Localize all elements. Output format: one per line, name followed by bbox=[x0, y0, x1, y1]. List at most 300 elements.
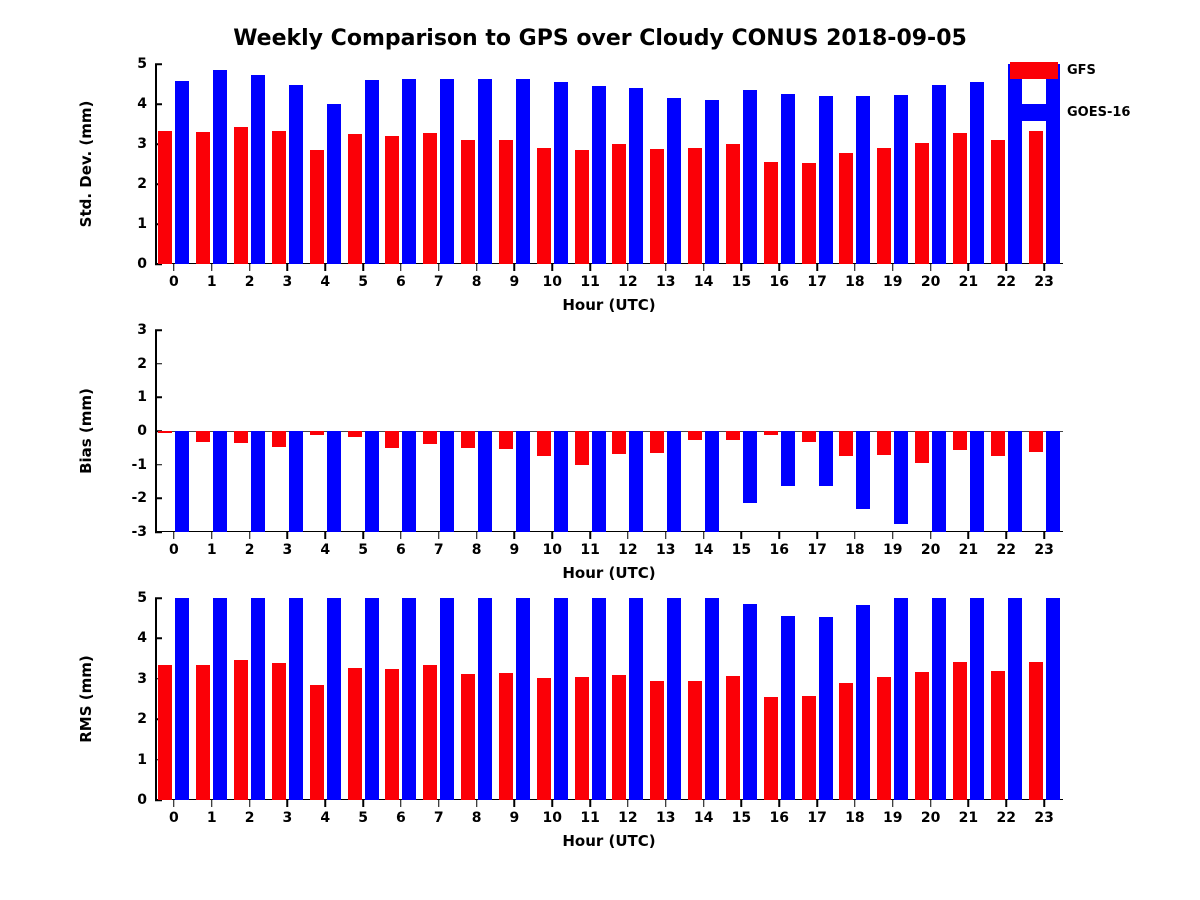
x-tick-mark bbox=[400, 532, 402, 539]
bar-std-dev-goes-16-11 bbox=[592, 86, 606, 264]
bar-std-dev-gfs-4 bbox=[310, 150, 324, 264]
x-tick-label: 22 bbox=[996, 542, 1016, 558]
bar-rms-goes-16-15 bbox=[743, 604, 757, 800]
x-tick-label: 18 bbox=[845, 810, 865, 826]
legend bbox=[1010, 62, 1190, 122]
x-tick-mark bbox=[892, 800, 894, 807]
bar-std-dev-gfs-8 bbox=[461, 140, 475, 264]
y-tick-mark bbox=[155, 397, 162, 399]
legend-label: GOES-16 bbox=[1067, 105, 1131, 120]
bar-std-dev-gfs-6 bbox=[385, 136, 399, 264]
x-tick-mark bbox=[703, 264, 705, 271]
x-tick-label: 2 bbox=[244, 810, 255, 826]
x-tick-label: 11 bbox=[580, 542, 600, 558]
x-tick-label: 19 bbox=[883, 810, 903, 826]
bar-std-dev-gfs-20 bbox=[915, 143, 929, 264]
x-tick-mark bbox=[741, 264, 743, 271]
x-tick-label: 20 bbox=[920, 810, 941, 826]
x-tick-label: 6 bbox=[396, 542, 406, 558]
bar-bias-goes-16-11 bbox=[592, 431, 606, 532]
bar-rms-goes-16-16 bbox=[781, 616, 795, 800]
y-tick-label: 2 bbox=[137, 711, 147, 728]
bar-bias-goes-16-8 bbox=[478, 431, 492, 532]
x-tick-label: 16 bbox=[769, 542, 789, 558]
x-tick-mark bbox=[930, 532, 932, 539]
bar-rms-gfs-15 bbox=[726, 676, 740, 800]
y-tick-mark bbox=[155, 678, 162, 680]
bar-rms-goes-16-19 bbox=[894, 598, 908, 800]
bar-rms-gfs-8 bbox=[461, 674, 475, 800]
bar-rms-gfs-9 bbox=[499, 673, 513, 800]
bar-std-dev-goes-16-13 bbox=[667, 98, 681, 264]
x-tick-label: 19 bbox=[883, 542, 903, 558]
x-tick-label: 20 bbox=[920, 542, 941, 558]
x-tick-mark bbox=[325, 532, 327, 539]
y-tick-label: 5 bbox=[137, 56, 147, 72]
bar-bias-goes-16-6 bbox=[402, 431, 416, 532]
bar-std-dev-goes-16-18 bbox=[856, 96, 870, 264]
x-tick-mark bbox=[589, 800, 591, 807]
bar-rms-goes-16-11 bbox=[592, 598, 606, 800]
x-tick-mark bbox=[249, 532, 251, 539]
x-tick-mark bbox=[816, 800, 818, 807]
bar-std-dev-gfs-7 bbox=[423, 133, 437, 264]
x-tick-mark bbox=[930, 264, 932, 271]
y-tick-mark bbox=[155, 430, 162, 432]
x-tick-label: 14 bbox=[693, 274, 714, 290]
x-tick-mark bbox=[779, 264, 781, 271]
x-tick-label: 21 bbox=[958, 542, 979, 558]
y-axis-line bbox=[155, 598, 157, 800]
x-tick-mark bbox=[211, 264, 213, 271]
y-tick-mark bbox=[155, 183, 162, 185]
bar-bias-gfs-10 bbox=[537, 431, 551, 456]
bar-rms-gfs-4 bbox=[310, 685, 324, 800]
x-tick-mark bbox=[665, 264, 667, 271]
x-tick-mark bbox=[816, 264, 818, 271]
bar-bias-goes-16-4 bbox=[327, 431, 341, 532]
x-tick-label: 13 bbox=[656, 810, 676, 826]
x-tick-label: 15 bbox=[731, 810, 752, 826]
x-tick-label: 12 bbox=[618, 810, 638, 826]
bar-std-dev-goes-16-7 bbox=[440, 79, 454, 264]
bar-std-dev-goes-16-17 bbox=[819, 96, 833, 264]
x-tick-mark bbox=[249, 264, 251, 271]
y-tick-mark bbox=[155, 103, 162, 105]
bar-bias-goes-16-9 bbox=[516, 431, 530, 532]
x-tick-mark bbox=[287, 532, 289, 539]
bar-std-dev-gfs-11 bbox=[575, 150, 589, 264]
bar-bias-gfs-13 bbox=[650, 431, 664, 453]
bar-rms-gfs-16 bbox=[764, 697, 778, 800]
x-tick-label: 21 bbox=[958, 274, 979, 290]
bar-bias-goes-16-5 bbox=[365, 431, 379, 532]
bar-rms-gfs-6 bbox=[385, 669, 399, 800]
x-tick-label: 9 bbox=[509, 274, 520, 290]
x-tick-mark bbox=[249, 800, 251, 807]
x-tick-label: 5 bbox=[358, 810, 368, 826]
bar-bias-goes-16-18 bbox=[856, 431, 870, 509]
bar-bias-gfs-4 bbox=[310, 431, 324, 435]
y-tick-label: 4 bbox=[137, 630, 147, 647]
bar-std-dev-goes-16-21 bbox=[970, 82, 984, 264]
x-tick-label: 6 bbox=[396, 810, 406, 826]
x-tick-mark bbox=[665, 800, 667, 807]
bar-rms-goes-16-22 bbox=[1008, 598, 1022, 800]
y-axis-label: Std. Dev. (mm) bbox=[77, 100, 95, 228]
x-tick-label: 7 bbox=[433, 542, 444, 558]
x-tick-label: 4 bbox=[320, 810, 331, 826]
bar-std-dev-gfs-3 bbox=[272, 131, 286, 264]
bar-bias-goes-16-1 bbox=[213, 431, 227, 532]
bar-bias-gfs-12 bbox=[612, 431, 626, 454]
bar-rms-gfs-21 bbox=[953, 662, 967, 800]
y-tick-mark bbox=[155, 63, 162, 65]
bar-bias-gfs-20 bbox=[915, 431, 929, 463]
x-tick-mark bbox=[854, 532, 856, 539]
x-tick-label: 22 bbox=[996, 810, 1016, 826]
bar-std-dev-goes-16-6 bbox=[402, 79, 416, 264]
bar-rms-goes-16-14 bbox=[705, 598, 719, 800]
x-tick-label: 18 bbox=[845, 274, 865, 290]
bar-bias-goes-16-15 bbox=[743, 431, 757, 503]
bar-rms-gfs-14 bbox=[688, 681, 702, 800]
x-tick-label: 12 bbox=[618, 274, 638, 290]
bar-rms-goes-16-3 bbox=[289, 598, 303, 800]
x-tick-mark bbox=[287, 800, 289, 807]
y-tick-label: -2 bbox=[131, 490, 147, 507]
bar-rms-gfs-12 bbox=[612, 675, 626, 800]
x-tick-mark bbox=[173, 532, 175, 539]
bar-bias-gfs-3 bbox=[272, 431, 286, 447]
y-tick-label: 0 bbox=[137, 423, 147, 439]
x-tick-mark bbox=[1006, 264, 1008, 271]
y-tick-mark bbox=[155, 718, 162, 720]
y-tick-mark bbox=[155, 498, 162, 500]
y-tick-label: 3 bbox=[137, 136, 147, 152]
bar-std-dev-goes-16-0 bbox=[175, 81, 189, 264]
x-tick-mark bbox=[362, 800, 364, 807]
y-tick-mark bbox=[155, 143, 162, 145]
x-tick-label: 3 bbox=[282, 810, 293, 826]
x-tick-label: 16 bbox=[769, 274, 789, 290]
bar-std-dev-gfs-12 bbox=[612, 144, 626, 264]
x-tick-label: 7 bbox=[433, 274, 444, 290]
bar-bias-gfs-22 bbox=[991, 431, 1005, 456]
x-tick-mark bbox=[211, 532, 213, 539]
x-tick-label: 11 bbox=[580, 274, 600, 290]
bar-rms-gfs-13 bbox=[650, 681, 664, 800]
x-tick-label: 4 bbox=[320, 542, 331, 558]
legend-swatch-icon bbox=[1010, 104, 1058, 121]
plot-area-bias bbox=[131, 322, 1063, 540]
bar-bias-gfs-6 bbox=[385, 431, 399, 448]
x-axis-line bbox=[155, 799, 1063, 801]
x-tick-label: 8 bbox=[471, 810, 482, 826]
x-tick-mark bbox=[552, 264, 554, 271]
bar-rms-goes-16-4 bbox=[327, 598, 341, 800]
x-tick-label: 10 bbox=[542, 810, 562, 826]
bar-std-dev-gfs-9 bbox=[499, 140, 513, 264]
bar-std-dev-goes-16-19 bbox=[894, 95, 908, 264]
x-tick-label: 14 bbox=[693, 542, 714, 558]
y-tick-label: 0 bbox=[137, 256, 147, 272]
bar-bias-gfs-14 bbox=[688, 431, 702, 440]
x-tick-mark bbox=[514, 800, 516, 807]
x-tick-mark bbox=[400, 800, 402, 807]
bar-rms-gfs-7 bbox=[423, 665, 437, 800]
x-tick-mark bbox=[362, 532, 364, 539]
x-tick-mark bbox=[779, 532, 781, 539]
x-tick-mark bbox=[438, 800, 440, 807]
bar-rms-goes-16-13 bbox=[667, 598, 681, 800]
y-axis-label: RMS (mm) bbox=[77, 655, 95, 743]
x-tick-label: 8 bbox=[471, 274, 482, 290]
bar-bias-gfs-8 bbox=[461, 431, 475, 448]
x-tick-label: 19 bbox=[883, 274, 903, 290]
y-tick-mark bbox=[155, 531, 162, 533]
plot-area-std-dev bbox=[137, 56, 1063, 272]
x-tick-label: 10 bbox=[542, 274, 562, 290]
x-tick-mark bbox=[779, 800, 781, 807]
bar-std-dev-gfs-14 bbox=[688, 148, 702, 264]
bar-bias-gfs-9 bbox=[499, 431, 513, 449]
y-tick-label: 5 bbox=[137, 590, 147, 606]
bar-rms-goes-16-20 bbox=[932, 598, 946, 800]
plot-area-rms bbox=[137, 590, 1063, 808]
bar-rms-goes-16-18 bbox=[856, 605, 870, 800]
bar-std-dev-goes-16-10 bbox=[554, 82, 568, 264]
bar-bias-goes-16-20 bbox=[932, 431, 946, 532]
x-tick-label: 23 bbox=[1034, 810, 1054, 826]
x-axis-line bbox=[155, 263, 1063, 265]
bar-std-dev-goes-16-15 bbox=[743, 90, 757, 264]
bar-rms-gfs-17 bbox=[802, 696, 816, 800]
bar-rms-gfs-20 bbox=[915, 672, 929, 800]
x-tick-mark bbox=[589, 532, 591, 539]
bar-rms-goes-16-5 bbox=[365, 598, 379, 800]
x-tick-mark bbox=[968, 800, 970, 807]
x-tick-label: 16 bbox=[769, 810, 789, 826]
bar-std-dev-gfs-15 bbox=[726, 144, 740, 264]
x-tick-mark bbox=[514, 532, 516, 539]
x-axis-line bbox=[155, 531, 1063, 533]
x-tick-mark bbox=[1043, 800, 1045, 807]
bar-bias-goes-16-16 bbox=[781, 431, 795, 486]
x-tick-label: 3 bbox=[282, 542, 293, 558]
bar-std-dev-goes-16-20 bbox=[932, 85, 946, 264]
x-tick-mark bbox=[514, 264, 516, 271]
bar-bias-gfs-1 bbox=[196, 431, 210, 442]
bar-bias-gfs-16 bbox=[764, 431, 778, 435]
x-tick-label: 1 bbox=[206, 274, 217, 290]
x-tick-mark bbox=[552, 800, 554, 807]
bar-std-dev-goes-16-9 bbox=[516, 79, 530, 264]
x-tick-mark bbox=[627, 800, 629, 807]
x-tick-label: 17 bbox=[807, 810, 827, 826]
x-tick-label: 5 bbox=[358, 274, 368, 290]
x-tick-label: 15 bbox=[731, 542, 752, 558]
bar-bias-gfs-2 bbox=[234, 431, 248, 443]
bar-std-dev-gfs-0 bbox=[158, 131, 172, 264]
x-tick-mark bbox=[703, 532, 705, 539]
bar-rms-goes-16-2 bbox=[251, 598, 265, 800]
bar-rms-goes-16-17 bbox=[819, 617, 833, 800]
bar-bias-gfs-11 bbox=[575, 431, 589, 465]
x-tick-label: 11 bbox=[580, 810, 600, 826]
bar-rms-gfs-1 bbox=[196, 665, 210, 800]
x-tick-mark bbox=[476, 532, 478, 539]
y-tick-label: 3 bbox=[137, 322, 147, 338]
bar-std-dev-gfs-2 bbox=[234, 127, 248, 264]
bar-bias-goes-16-2 bbox=[251, 431, 265, 532]
x-axis-label: Hour (UTC) bbox=[562, 564, 656, 582]
x-tick-mark bbox=[325, 264, 327, 271]
bar-bias-gfs-15 bbox=[726, 431, 740, 440]
y-tick-label: 4 bbox=[137, 96, 147, 112]
bar-bias-goes-16-3 bbox=[289, 431, 303, 532]
bar-bias-goes-16-22 bbox=[1008, 431, 1022, 532]
bar-std-dev-goes-16-4 bbox=[327, 104, 341, 264]
x-tick-label: 10 bbox=[542, 542, 562, 558]
bar-std-dev-gfs-5 bbox=[348, 134, 362, 264]
x-tick-mark bbox=[816, 532, 818, 539]
bar-rms-goes-16-23 bbox=[1046, 598, 1060, 800]
x-tick-label: 2 bbox=[244, 274, 255, 290]
x-tick-label: 17 bbox=[807, 274, 827, 290]
y-tick-label: -1 bbox=[131, 456, 147, 473]
x-tick-label: 2 bbox=[244, 542, 255, 558]
bar-std-dev-goes-16-5 bbox=[365, 80, 379, 264]
x-tick-label: 7 bbox=[433, 810, 444, 826]
bar-bias-goes-16-23 bbox=[1046, 431, 1060, 532]
x-tick-mark bbox=[854, 800, 856, 807]
x-tick-label: 12 bbox=[618, 542, 638, 558]
bar-std-dev-gfs-18 bbox=[839, 153, 853, 264]
x-tick-label: 8 bbox=[471, 542, 482, 558]
x-axis-label: Hour (UTC) bbox=[562, 296, 656, 314]
bar-std-dev-gfs-23 bbox=[1029, 131, 1043, 264]
bar-bias-goes-16-14 bbox=[705, 431, 719, 532]
bar-rms-goes-16-6 bbox=[402, 598, 416, 800]
bar-std-dev-gfs-13 bbox=[650, 149, 664, 264]
bar-std-dev-goes-16-12 bbox=[629, 88, 643, 264]
legend-item-gfs bbox=[1010, 62, 1096, 79]
x-tick-label: 20 bbox=[920, 274, 941, 290]
bar-bias-goes-16-0 bbox=[175, 431, 189, 532]
x-tick-mark bbox=[930, 800, 932, 807]
x-tick-label: 13 bbox=[656, 542, 676, 558]
bar-bias-goes-16-21 bbox=[970, 431, 984, 532]
bar-rms-gfs-22 bbox=[991, 671, 1005, 800]
x-tick-mark bbox=[552, 532, 554, 539]
bar-rms-gfs-11 bbox=[575, 677, 589, 800]
bar-rms-goes-16-9 bbox=[516, 598, 530, 800]
bar-std-dev-gfs-19 bbox=[877, 148, 891, 264]
y-tick-mark bbox=[155, 223, 162, 225]
bar-bias-goes-16-19 bbox=[894, 431, 908, 524]
x-tick-mark bbox=[892, 532, 894, 539]
bar-bias-gfs-17 bbox=[802, 431, 816, 442]
x-tick-mark bbox=[438, 532, 440, 539]
bar-rms-gfs-10 bbox=[537, 678, 551, 800]
x-tick-mark bbox=[665, 532, 667, 539]
y-tick-mark bbox=[155, 464, 162, 466]
x-tick-mark bbox=[968, 532, 970, 539]
bar-std-dev-goes-16-2 bbox=[251, 75, 265, 264]
y-axis-label: Bias (mm) bbox=[77, 388, 95, 474]
bar-std-dev-gfs-22 bbox=[991, 140, 1005, 264]
x-tick-mark bbox=[173, 800, 175, 807]
x-tick-mark bbox=[703, 800, 705, 807]
bar-rms-goes-16-8 bbox=[478, 598, 492, 800]
y-tick-label: 2 bbox=[137, 176, 147, 192]
y-tick-mark bbox=[155, 597, 162, 599]
x-tick-mark bbox=[173, 264, 175, 271]
x-tick-mark bbox=[627, 264, 629, 271]
x-tick-mark bbox=[1006, 532, 1008, 539]
x-tick-mark bbox=[211, 800, 213, 807]
bar-rms-gfs-19 bbox=[877, 677, 891, 800]
bar-std-dev-gfs-16 bbox=[764, 162, 778, 264]
page-title: Weekly Comparison to GPS over Cloudy CONUS 2018-09-05 bbox=[233, 26, 967, 51]
y-tick-label: 2 bbox=[137, 355, 147, 372]
bar-rms-goes-16-7 bbox=[440, 598, 454, 800]
bar-bias-goes-16-10 bbox=[554, 431, 568, 532]
y-tick-label: 0 bbox=[137, 792, 147, 808]
x-tick-label: 22 bbox=[996, 274, 1016, 290]
y-tick-mark bbox=[155, 799, 162, 801]
x-tick-label: 9 bbox=[509, 542, 520, 558]
y-tick-label: 1 bbox=[137, 389, 147, 406]
x-tick-label: 17 bbox=[807, 542, 827, 558]
bar-bias-gfs-5 bbox=[348, 431, 362, 437]
x-tick-mark bbox=[400, 264, 402, 271]
x-tick-mark bbox=[1043, 532, 1045, 539]
bar-bias-gfs-0 bbox=[158, 431, 172, 433]
x-tick-mark bbox=[325, 800, 327, 807]
x-tick-label: 15 bbox=[731, 274, 752, 290]
bar-std-dev-gfs-1 bbox=[196, 132, 210, 264]
x-tick-label: 13 bbox=[656, 274, 676, 290]
x-tick-label: 3 bbox=[282, 274, 293, 290]
bar-bias-gfs-7 bbox=[423, 431, 437, 444]
x-tick-label: 0 bbox=[169, 810, 179, 826]
y-tick-mark bbox=[155, 759, 162, 761]
bar-rms-gfs-3 bbox=[272, 663, 286, 800]
bar-rms-goes-16-21 bbox=[970, 598, 984, 800]
x-tick-label: 23 bbox=[1034, 274, 1054, 290]
x-tick-label: 14 bbox=[693, 810, 714, 826]
y-tick-label: 3 bbox=[137, 670, 147, 687]
x-tick-mark bbox=[476, 264, 478, 271]
bar-std-dev-goes-16-14 bbox=[705, 100, 719, 264]
x-tick-mark bbox=[741, 800, 743, 807]
x-tick-mark bbox=[1006, 800, 1008, 807]
x-tick-mark bbox=[589, 264, 591, 271]
x-axis-label: Hour (UTC) bbox=[562, 832, 656, 850]
x-tick-mark bbox=[1043, 264, 1045, 271]
x-tick-label: 18 bbox=[845, 542, 865, 558]
y-tick-mark bbox=[155, 363, 162, 365]
bar-bias-goes-16-7 bbox=[440, 431, 454, 532]
x-tick-label: 0 bbox=[169, 274, 179, 290]
zero-line bbox=[155, 431, 1063, 432]
y-tick-mark bbox=[155, 263, 162, 265]
x-tick-label: 1 bbox=[206, 810, 217, 826]
x-tick-label: 0 bbox=[169, 542, 179, 558]
x-tick-mark bbox=[741, 532, 743, 539]
